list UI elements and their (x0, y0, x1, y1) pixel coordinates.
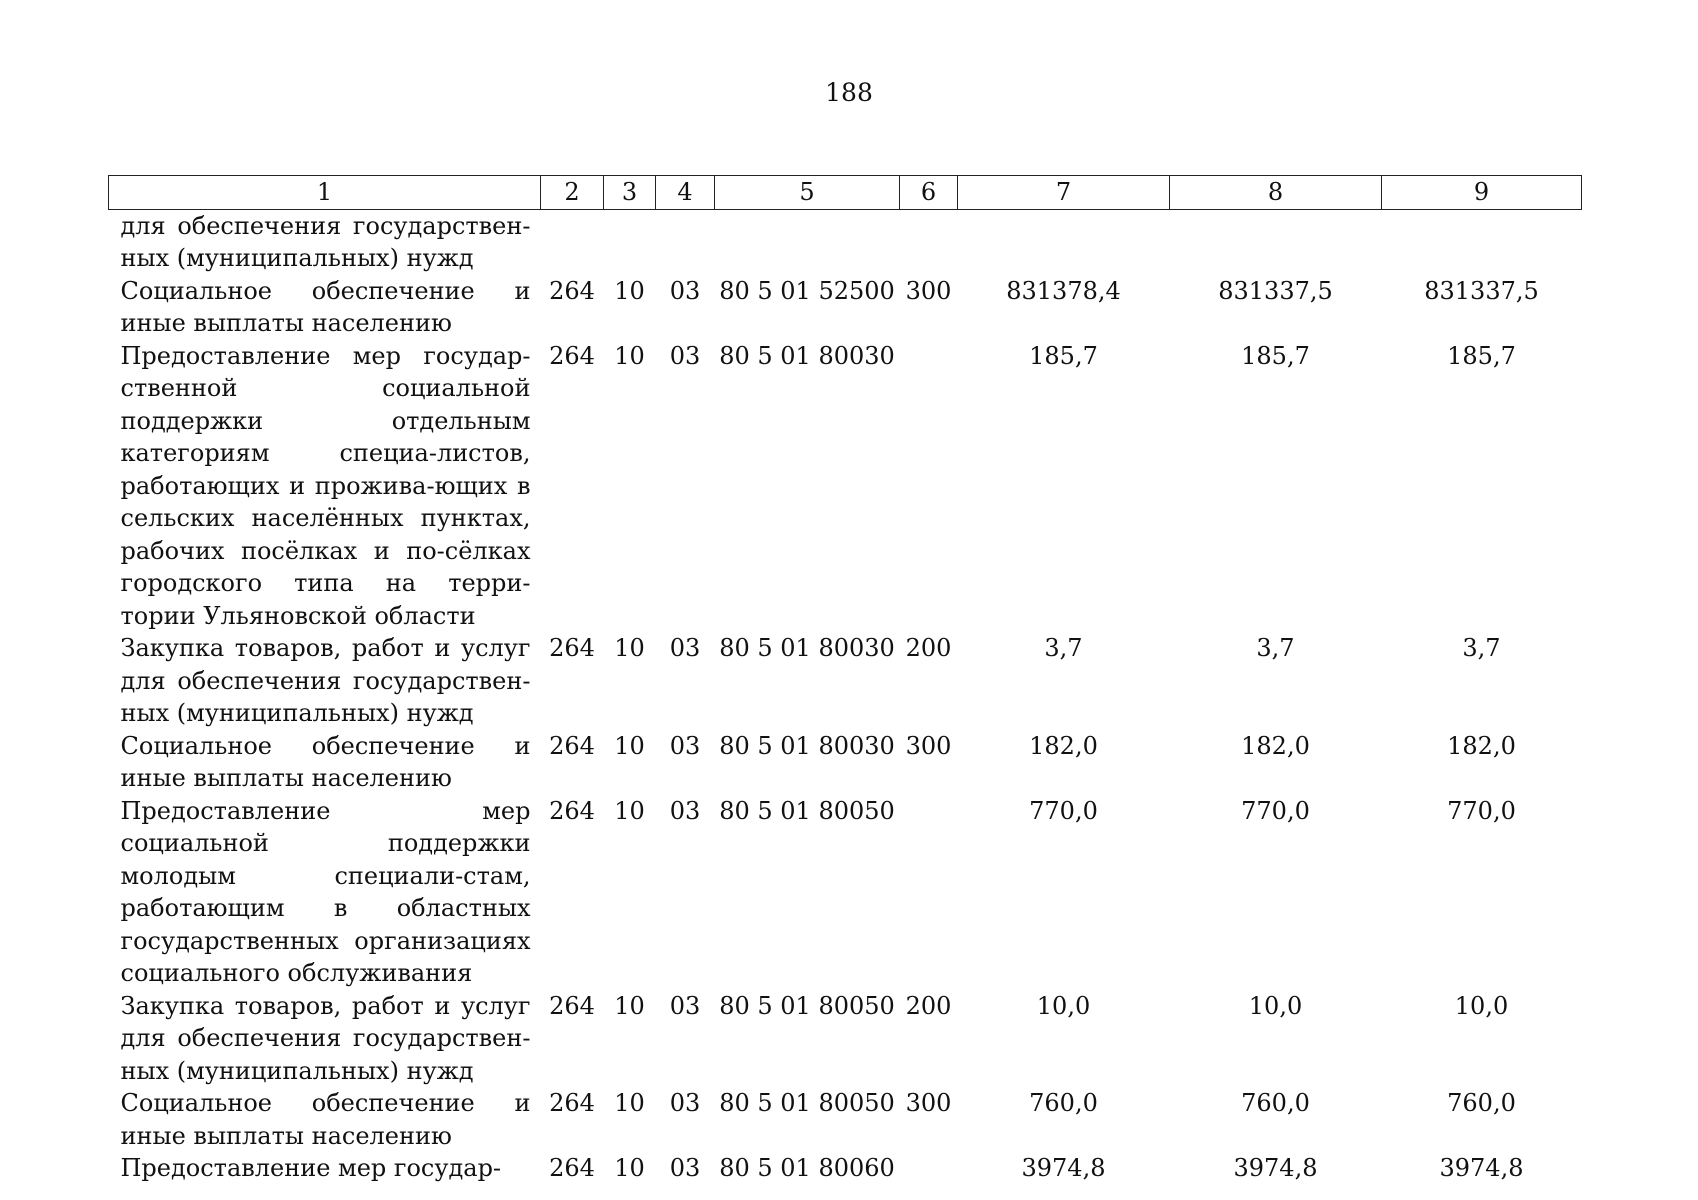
row-amount-col7: 3974,8 (1021, 1154, 1106, 1182)
table-row (109, 730, 1582, 795)
row-amount-col9: 182,0 (1447, 731, 1516, 760)
row-amount-col7: 185,7 (1029, 341, 1098, 370)
row-subsection-code: 03 (669, 276, 701, 305)
table-body (109, 209, 1582, 1185)
column-header-2: 2 (541, 176, 604, 210)
column-header-9: 9 (1382, 176, 1582, 210)
row-amount-col7: 770,0 (1029, 796, 1098, 825)
header-row (109, 176, 1582, 210)
row-subsection-code: 03 (669, 796, 701, 825)
row-description: Предоставление мер социальной поддержки молодым специали-стам, работающим в областных государственных организациях социального обслуживания (120, 796, 531, 987)
row-ministry-code: 264 (549, 1089, 595, 1117)
row-section-code: 10 (614, 991, 645, 1020)
row-ministry-code (541, 209, 604, 275)
row-amount-col7: 10,0 (1036, 991, 1091, 1020)
row-amount-col8: 182,0 (1241, 731, 1310, 760)
row-ministry-code: 264 (549, 634, 595, 662)
row-amount-col8: 770,0 (1241, 796, 1310, 825)
table-header (109, 176, 1582, 210)
row-amount-col8: 3974,8 (1233, 1154, 1318, 1182)
row-ministry-code: 264 (549, 1154, 595, 1182)
table-row (109, 795, 1582, 990)
table-row (109, 275, 1582, 340)
row-section-code: 10 (614, 796, 645, 825)
row-section-code: 10 (614, 276, 645, 305)
row-amount-col7: 182,0 (1029, 731, 1098, 760)
row-amount-col8: 760,0 (1241, 1089, 1310, 1117)
row-amount-col9: 770,0 (1447, 796, 1516, 825)
column-header-6: 6 (900, 176, 958, 210)
row-description: для обеспечения государствен-ных (муниципальных) нужд (120, 211, 531, 272)
column-header-4: 4 (656, 176, 715, 210)
row-expense-type (900, 795, 958, 990)
row-expense-type: 300 (905, 276, 952, 305)
row-subsection-code: 03 (669, 634, 701, 662)
row-amount-col7: 3,7 (1044, 634, 1083, 662)
row-target-code: 80 5 01 80050 (719, 991, 895, 1020)
row-expense-type (900, 209, 958, 275)
row-expense-type: 300 (905, 731, 952, 760)
column-header-8: 8 (1170, 176, 1382, 210)
row-description: Закупка товаров, работ и услуг для обеспечения государствен-ных (муниципальных) нужд (120, 991, 531, 1085)
column-header-5: 5 (715, 176, 900, 210)
row-target-code: 80 5 01 52500 (719, 276, 895, 305)
table-row (109, 632, 1582, 730)
row-amount-col8: 3,7 (1256, 634, 1295, 662)
row-section-code: 10 (614, 731, 645, 760)
table-row (109, 340, 1582, 633)
row-description: Предоставление мер государ-ственной социальной поддержки отдельным категориям специа-листов, работающих и прожива-ющих в сельских населённых пунктах, рабочих посёлках и по-сёлках городского типа на терри-тории Ульяновской области (120, 341, 531, 630)
table-row (109, 990, 1582, 1088)
row-amount-col9: 760,0 (1447, 1089, 1516, 1117)
row-subsection-code: 03 (669, 731, 701, 760)
row-description: Закупка товаров, работ и услуг для обеспечения государствен-ных (муниципальных) нужд (120, 634, 531, 727)
row-target-code: 80 5 01 80050 (719, 796, 895, 825)
row-expense-type: 200 (905, 634, 952, 662)
row-description: Социальное обеспечение и иные выплаты населению (120, 731, 531, 792)
row-section-code: 10 (614, 341, 645, 370)
row-target-code (715, 209, 900, 275)
row-amount-col9: 185,7 (1447, 341, 1516, 370)
row-expense-type: 200 (905, 991, 952, 1020)
row-subsection-code: 03 (669, 1089, 701, 1117)
row-amount-col9: 831337,5 (1424, 276, 1539, 305)
row-amount-col8: 831337,5 (1218, 276, 1333, 305)
row-amount-col9: 3974,8 (1439, 1154, 1524, 1182)
row-amount-col7: 760,0 (1029, 1089, 1098, 1117)
row-amount-col9: 10,0 (1454, 991, 1509, 1020)
row-subsection-code (656, 209, 715, 275)
row-target-code: 80 5 01 80030 (719, 731, 895, 760)
row-amount-col9: 3,7 (1462, 634, 1501, 662)
table-row (109, 1087, 1582, 1152)
row-ministry-code: 264 (549, 341, 595, 370)
page-number: 188 (825, 78, 873, 107)
row-description: Социальное обеспечение и иные выплаты населению (120, 276, 531, 337)
column-header-3: 3 (604, 176, 656, 210)
row-amount-col8: 185,7 (1241, 341, 1310, 370)
row-section-code: 10 (614, 634, 645, 662)
budget-table (108, 175, 1582, 1185)
row-expense-type (900, 1152, 958, 1185)
row-description: Предоставление мер государ- (120, 1154, 502, 1182)
table-row (109, 1152, 1582, 1185)
row-ministry-code: 264 (549, 991, 595, 1020)
row-target-code: 80 5 01 80030 (719, 634, 895, 662)
row-subsection-code: 03 (669, 991, 701, 1020)
row-target-code: 80 5 01 80060 (719, 1154, 895, 1182)
column-header-7: 7 (958, 176, 1170, 210)
row-description: Социальное обеспечение и иные выплаты населению (120, 1089, 531, 1150)
row-section-code: 10 (614, 1154, 645, 1182)
table-row (109, 209, 1582, 275)
row-amount-col8: 10,0 (1248, 991, 1303, 1020)
row-target-code: 80 5 01 80030 (719, 341, 895, 370)
row-target-code: 80 5 01 80050 (719, 1089, 895, 1117)
row-expense-type: 300 (905, 1089, 952, 1117)
row-section-code: 10 (614, 1089, 645, 1117)
row-expense-type (900, 340, 958, 633)
row-subsection-code: 03 (669, 341, 701, 370)
row-subsection-code: 03 (669, 1154, 701, 1182)
row-ministry-code: 264 (549, 796, 595, 825)
row-ministry-code: 264 (549, 731, 595, 760)
row-amount-col7 (958, 209, 1170, 275)
row-amount-col9 (1382, 209, 1582, 275)
row-section-code (604, 209, 656, 275)
row-ministry-code: 264 (549, 276, 595, 305)
column-header-1: 1 (109, 176, 541, 210)
row-amount-col8 (1170, 209, 1382, 275)
row-amount-col7: 831378,4 (1006, 276, 1121, 305)
